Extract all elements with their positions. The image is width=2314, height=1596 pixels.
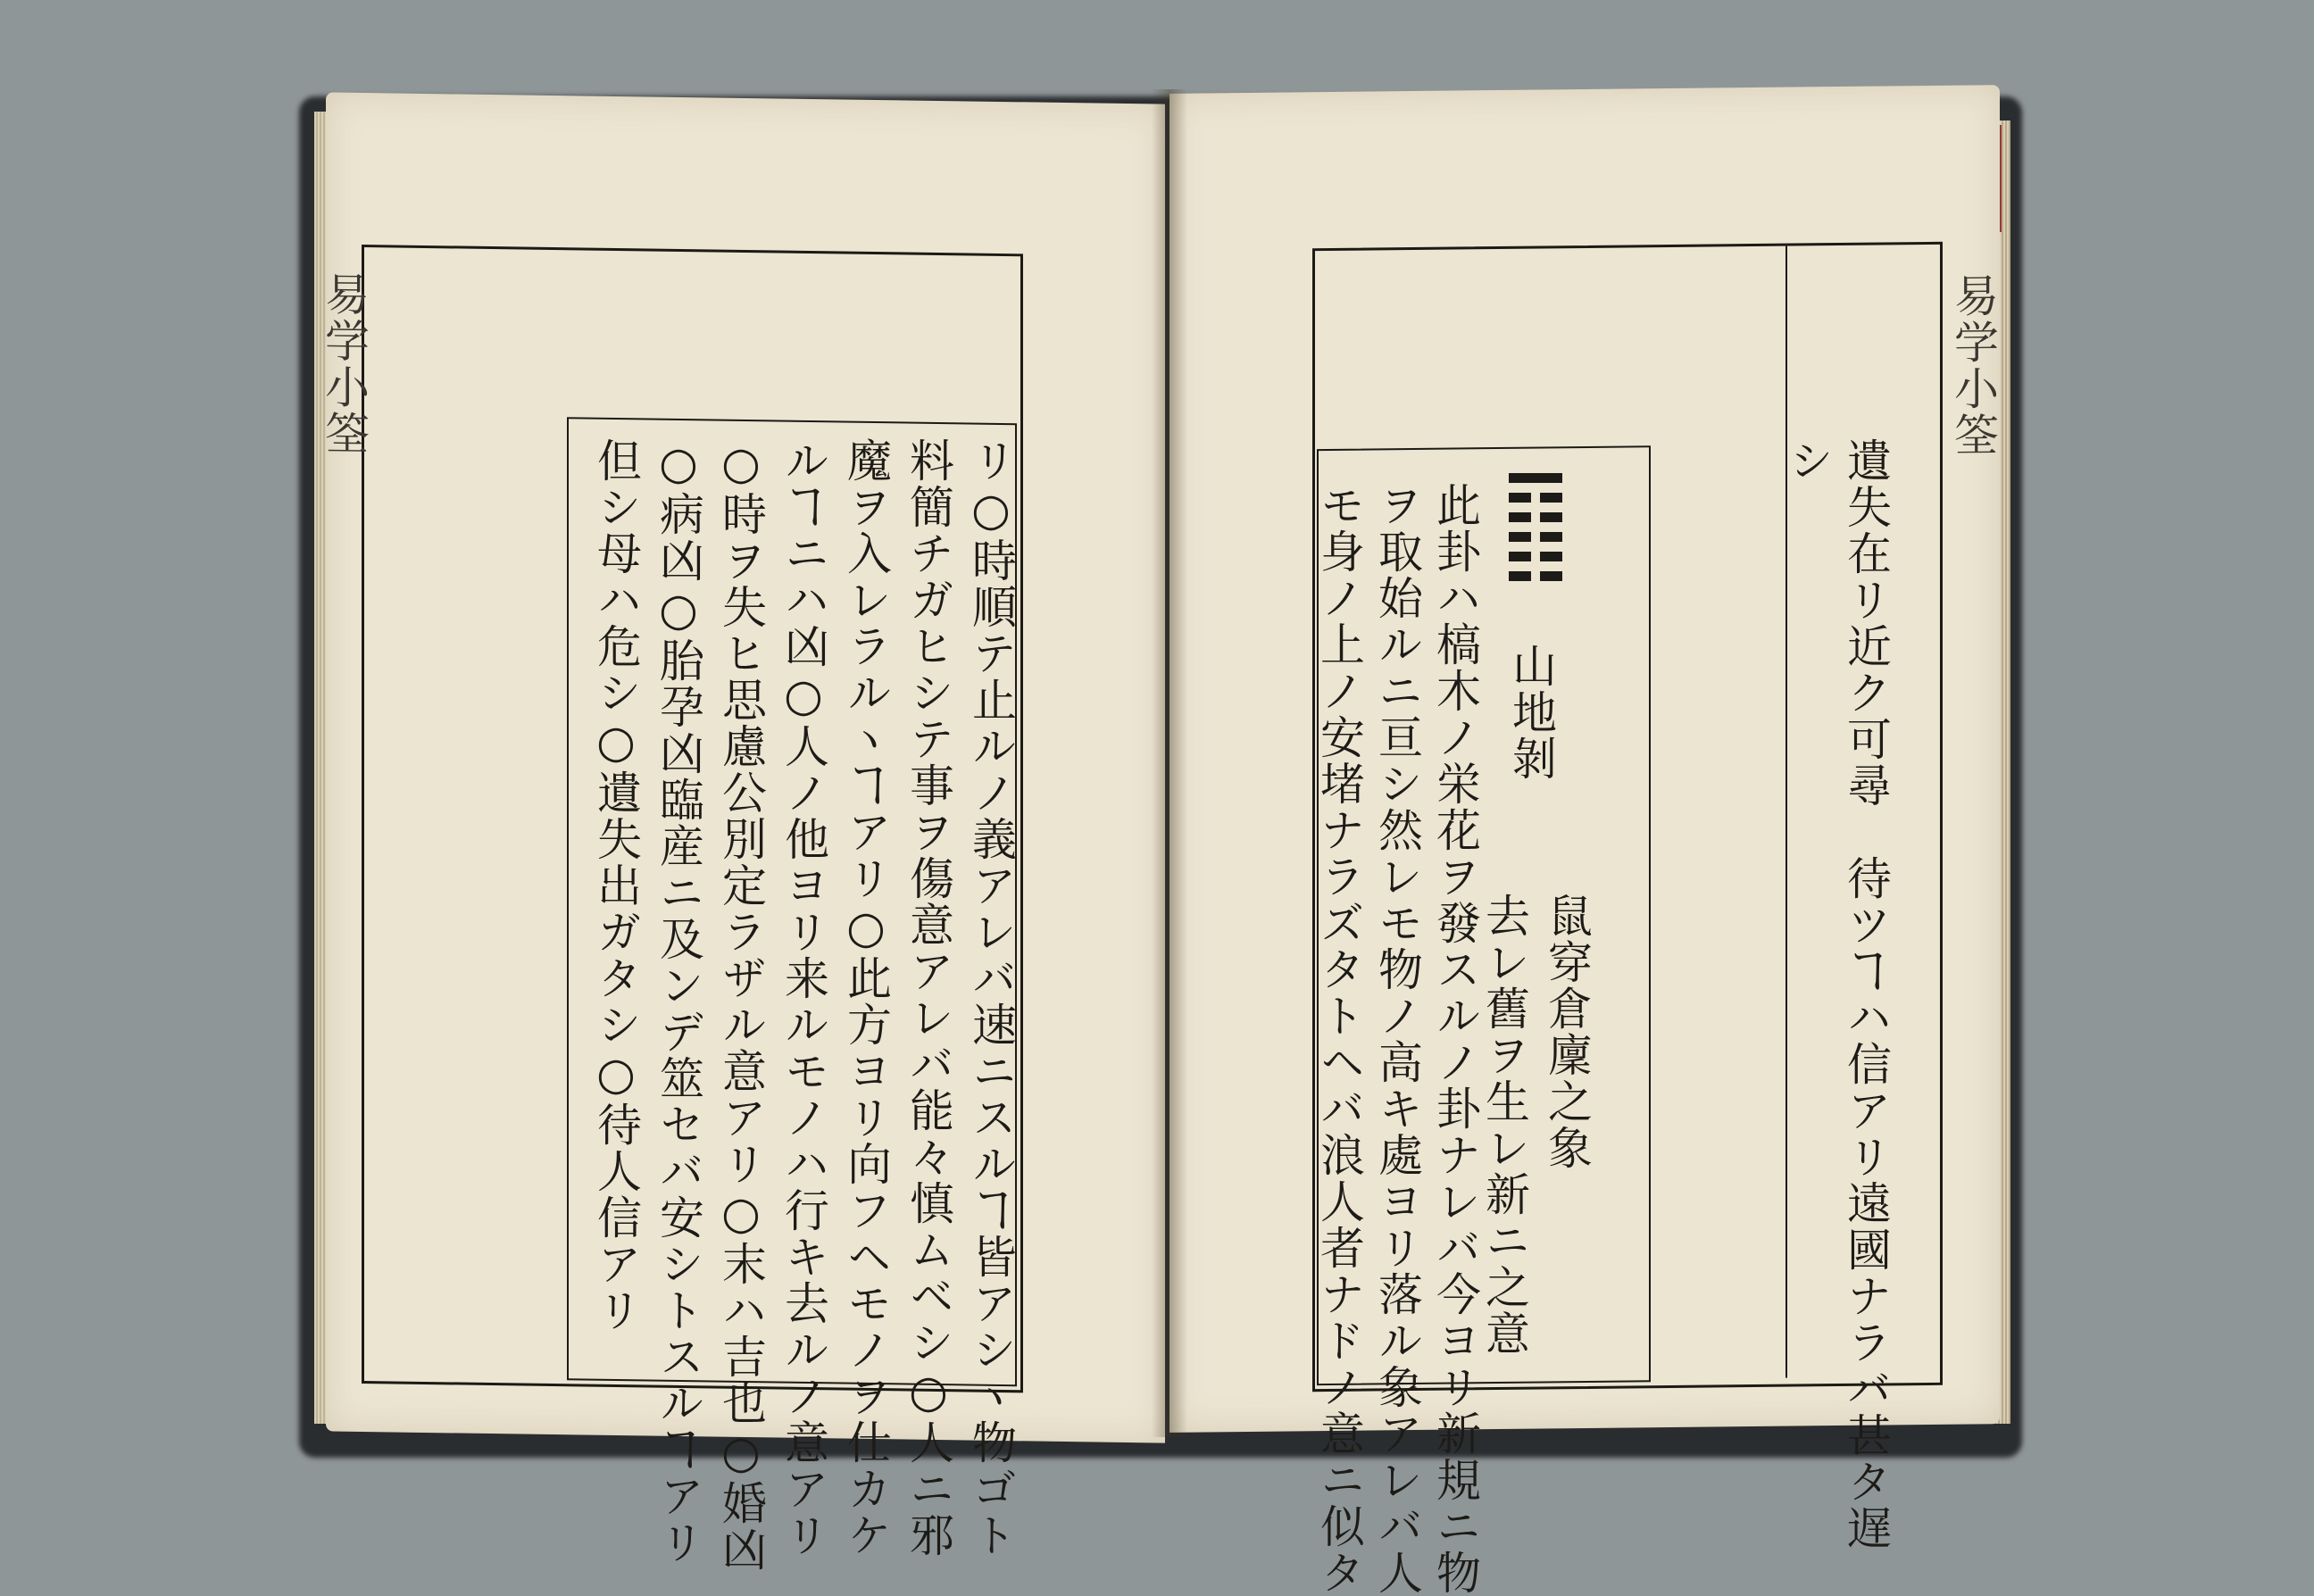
right-header: 易学小筌 — [1947, 272, 1999, 459]
right-column-1: 此卦ハ槁木ノ栄花ヲ發スルノ卦ナレバ今ヨリ新規ニ物 — [1429, 482, 1481, 1596]
left-header: 易学小筌 — [318, 270, 370, 458]
image-text-2: 去レ舊ヲ生レ新ニ之意 — [1478, 893, 1530, 1357]
right-column-2: ヲ取始ルニ亘シ然レモ物ノ高キ處ヨリ落ル象アレバ人 — [1371, 482, 1423, 1596]
left-column-1: リ○時順テ止ルノ義アレバ速ニスルヿ皆アシヽ物ゴト — [965, 437, 1017, 1559]
book-gutter — [1152, 89, 1187, 1437]
image-text-1: 鼠穿倉廩之象 — [1541, 893, 1593, 1171]
right-top-column-2: シ — [1782, 437, 1834, 484]
hexagram-line-4 — [1509, 532, 1562, 542]
right-top-column-1: 遺失在リ近ク可尋 待ツヿハ信アリ遠國ナラバ甚タ遅 — [1840, 437, 1892, 1551]
hexagram-line-3 — [1509, 512, 1562, 522]
hexagram-line-2 — [1509, 493, 1562, 503]
left-column-5: ○時ヲ失ヒ思慮公別定ラザル意アリ○末ハ吉也○婚凶 — [715, 437, 767, 1573]
hexagram-line-6 — [1509, 571, 1562, 581]
right-column-3: モ身ノ上ノ安堵ナラズタトヘバ浪人者ナドノ意ニ似タ — [1313, 482, 1365, 1596]
hexagram-line-1 — [1509, 473, 1562, 483]
left-column-4: ルヿニハ凶○人ノ他ヨリ来ルモノハ行キ去ルノ意アリ — [778, 437, 829, 1559]
hexagram-line-5 — [1509, 552, 1562, 561]
hexagram-icon — [1509, 473, 1562, 581]
left-column-6: ○病凶○胎孕凶臨産ニ及ンデ筮セバ安シトスルヿアリ — [653, 437, 704, 1566]
left-column-7: 但シ母ハ危シ○遺失出ガタシ○待人信アリ — [590, 437, 642, 1334]
left-column-2: 料簡チガヒシテ事ヲ傷意アレバ能々慎ムベシ○人ニ邪 — [903, 437, 954, 1559]
right-divider — [1785, 246, 1787, 1378]
left-column-3: 魔ヲ入レラルヽヿアリ○此方ヨリ向フヘモノヲ仕カケ — [840, 437, 892, 1559]
hexagram-name: 山地剝 — [1505, 643, 1557, 782]
